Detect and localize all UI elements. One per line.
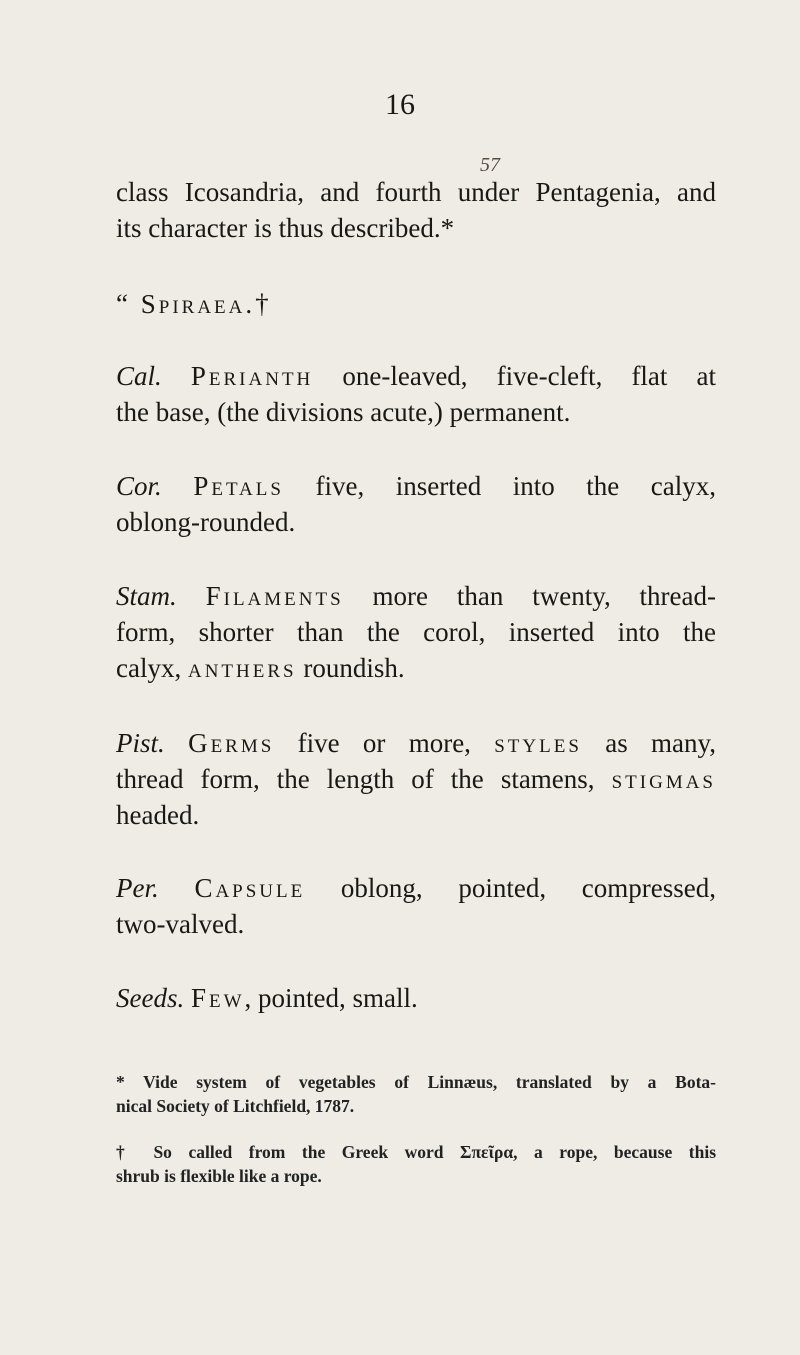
pistil-term: Germs xyxy=(188,728,275,758)
pericarp-label: Per. xyxy=(116,873,159,903)
styles-term: styles xyxy=(494,728,582,758)
stamens-line-2: form, shorter than the corol, inserted into the xyxy=(116,617,716,647)
genus-name: “ Spiraea.† xyxy=(116,289,272,319)
footnote-2: † So called from the Greek word Σπεῖρα, a rope, because this shrub is flexible like a rope. xyxy=(116,1142,716,1186)
pericarp-line-2: two-valved. xyxy=(116,909,245,939)
footnote-1: * Vide system of vegetables of Linnæus, translated by a Bota- nical Society of Litchfield, 1787. xyxy=(116,1072,716,1116)
intro-line-2: its character is thus described.* xyxy=(116,213,455,243)
corolla-entry: Cor. Petals five, inserted into the calyx, oblong-rounded. xyxy=(116,468,716,540)
pistil-line-3: headed. xyxy=(116,800,200,830)
pistil-entry: Pist. Germs five or more, styles as many, thread form, the length of the stamens, stigmas headed. xyxy=(116,725,716,833)
intro-line-1: class Icosandria, and fourth under Pentagenia, and xyxy=(116,177,716,207)
pencil-annotation: 57 xyxy=(480,154,500,176)
corolla-line-2: oblong-rounded. xyxy=(116,507,296,537)
genus-heading xyxy=(116,286,716,322)
calyx-line-2: the base, (the divisions acute,) permanent. xyxy=(116,397,571,427)
seeds-term: Few xyxy=(190,983,245,1013)
seeds-label: Seeds. xyxy=(116,983,185,1013)
pericarp-entry: Per. Capsule oblong, pointed, compressed, two-valved. xyxy=(116,870,716,942)
page-number: 16 xyxy=(385,88,415,121)
pericarp-term: Capsule xyxy=(194,873,306,903)
corolla-term: Petals xyxy=(193,471,284,501)
stamens-entry: Stam. Filaments more than twenty, thread- form, shorter than the corol, inserted into the calyx, anthers roundish. xyxy=(116,581,716,683)
corolla-label: Cor. xyxy=(116,471,162,501)
intro-paragraph xyxy=(116,174,716,246)
calyx-entry: Cal. Perianth one-leaved, five-cleft, flat at the base, (the divisions acute,) permanent. xyxy=(116,358,716,430)
anthers-term: anthers xyxy=(187,653,297,683)
stamens-label: Stam. xyxy=(116,581,177,611)
stamens-term: Filaments xyxy=(205,581,344,611)
calyx-term: Perianth xyxy=(190,361,314,391)
stigmas-term: stigmas xyxy=(611,764,716,794)
calyx-label: Cal. xyxy=(116,361,162,391)
seeds-entry: Seeds. Few, pointed, small. xyxy=(116,983,418,1013)
pistil-label: Pist. xyxy=(116,728,165,758)
